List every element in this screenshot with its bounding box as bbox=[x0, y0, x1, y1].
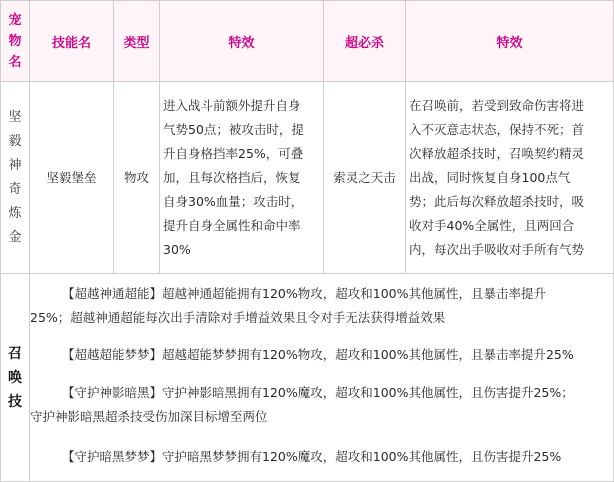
pet-name: 坚 毅 神 奇 炼 金 bbox=[8, 109, 22, 245]
skill-name: 坚毅堡垒 bbox=[46, 169, 97, 185]
header-effect-2: 特效 bbox=[406, 1, 613, 81]
header-effect: 特效 bbox=[160, 1, 323, 81]
summon-skill-2: 【超越超能梦梦】超越超能梦梦拥有120%物攻，超攻和100%其他属性，且暴击率提升25% bbox=[62, 347, 574, 362]
ultimate-effect bbox=[406, 82, 613, 273]
header-type: 类型 bbox=[114, 1, 159, 81]
ultimate-name: 索灵之天击 bbox=[333, 169, 396, 185]
header-pet-name: 宠 物 名 bbox=[1, 1, 29, 81]
header-skill-name: 技能名 bbox=[30, 1, 113, 81]
skill-type: 物攻 bbox=[123, 169, 149, 185]
skill-effect-text: 进入战斗前额外提升自身 气势50点；被攻击时，提 升自身格挡率25%，可叠 加，且每次格挡后，恢复 自身30%血量；攻击时， 提升自身全属性和命中率 30% bbox=[163, 97, 304, 257]
summon-skill-3: 【守护神影暗黑】守护神影暗黑拥有120%魔攻，超攻和100%其他属性，且伤害提升25%； 守护神影暗黑超杀技受伤加深目标增至两位 bbox=[30, 385, 574, 424]
skill-effect bbox=[160, 82, 323, 273]
summon-skill-4: 【守护暗黑梦梦】守护暗黑梦梦拥有120%魔攻，超攻和100%其他属性，且伤害提升25% bbox=[62, 449, 562, 464]
header-ultimate: 超必杀 bbox=[324, 1, 405, 81]
ultimate-effect-text: 在召唤前，若受到致命伤害将进 入不灭意志状态，保持不死；首 次释放超杀技时，召唤契约精灵 出战，同时恢复自身100点气 势；此后每次释放超杀技时，吸 收对手40%全属性，且两回合 内，每次出手吸收对手所有气势 bbox=[409, 97, 585, 257]
summon-label: 召 唤 技 bbox=[8, 345, 22, 410]
summon-skill-1: 【超越神通超能】超越神通超能拥有120%物攻，超攻和100%其他属性，且暴击率提升 25%；超越神通超能每次出手清除对手增益效果且令对手无法获得增益效果 bbox=[30, 286, 546, 325]
row-divider bbox=[0, 273, 614, 274]
